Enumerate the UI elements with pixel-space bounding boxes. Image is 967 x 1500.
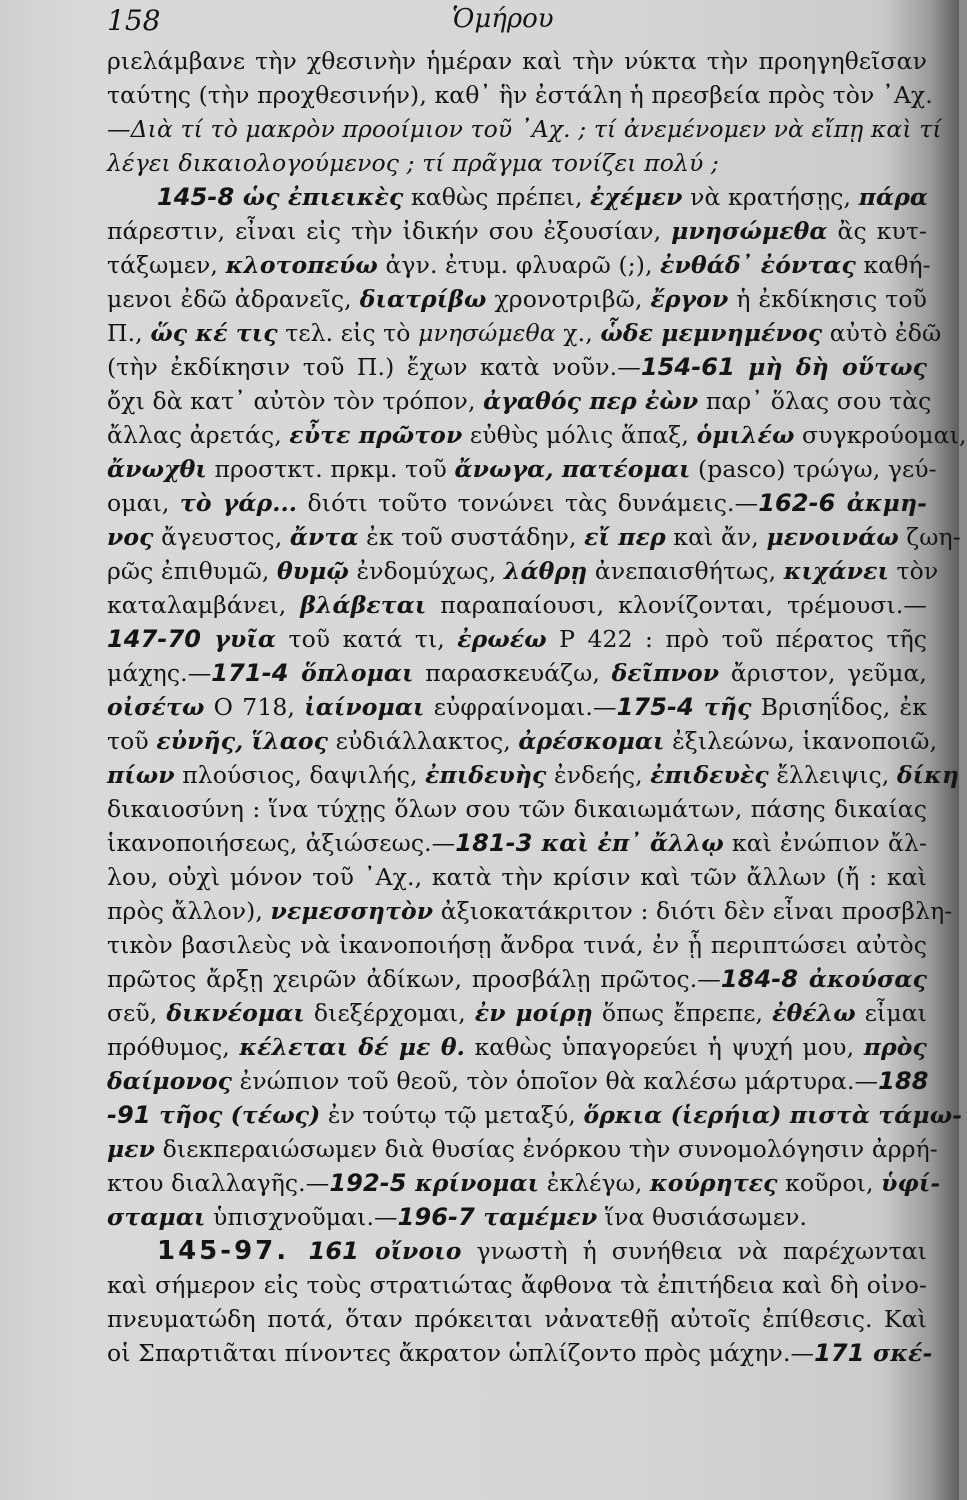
verse-reference: 161 <box>308 1237 375 1265</box>
lemma-term: καὶ ἐπ᾽ ἄλλῳ <box>541 829 724 857</box>
text-line <box>107 1200 927 1234</box>
lemma-term: μὴ δὴ οὕτως <box>748 353 927 381</box>
text-segment: εὐθὺς μόλις ἅπαξ, <box>462 421 697 449</box>
verse-reference: 154-61 <box>640 353 749 381</box>
text-segment: πρόθυμος, <box>107 1033 240 1061</box>
lemma-term: ἐρωέω <box>457 625 547 653</box>
text-segment: προστκτ. πρκμ. τοῦ <box>206 455 455 483</box>
lemma-term: ὅπλομαι <box>301 659 414 687</box>
text-segment: διεξέρχομαι, <box>304 999 475 1027</box>
lemma-term: πίων <box>107 761 175 789</box>
text-segment: σεῦ, <box>107 999 167 1027</box>
text-line <box>107 384 932 418</box>
text-segment: μενοι ἐδῶ ἀδρανεῖς, <box>107 285 360 313</box>
text-line <box>107 554 939 588</box>
lemma-term: κρίνομαι <box>415 1169 540 1197</box>
page-number: 158 <box>107 4 161 37</box>
lemma-term: μνησώμεθα <box>671 217 828 245</box>
text-segment: (pasco) τρώγω, γεύ- <box>690 455 937 483</box>
text-line <box>107 180 927 214</box>
text-segment: ἄλλας ἀρετάς, <box>107 421 290 449</box>
text-segment: πνευματώδη ποτά, ὅταν πρόκειται νἀνατεθῇ αὐτοῖς ἐπίθεσις. Καὶ <box>107 1305 927 1333</box>
text-segment: παραπαίουσι, κλονίζονται, τρέμουσι.— <box>426 591 927 619</box>
lemma-term: ἐν μοίρῃ <box>474 999 593 1027</box>
lemma-term: ἄνωχθι <box>107 455 207 483</box>
text-line <box>107 418 967 452</box>
verse-reference: -91 <box>107 1101 160 1129</box>
lemma-term: ἐνθάδ᾽ ἐόντας <box>660 251 856 279</box>
lemma-term: ὅρκια (ἱερήια) πιστὰ τάμω- <box>583 1101 963 1129</box>
lemma-term: θυμῷ <box>277 557 349 585</box>
lemma-term: νεμεσσητὸν <box>270 897 434 925</box>
text-line <box>107 1234 927 1268</box>
lemma-term: ἐθέλω <box>772 999 856 1027</box>
text-line <box>107 520 961 554</box>
lemma-term: κούρητες <box>650 1169 778 1197</box>
text-segment: συγκρούομαι, <box>794 421 967 449</box>
text-line <box>107 1064 927 1098</box>
text-segment: ἐνώπιον τοῦ θεοῦ, τὸν ὁποῖον θὰ καλέσω μάρτυρα.— <box>232 1067 879 1095</box>
text-segment: παρ᾽ ὅλας σου τὰς <box>698 387 932 415</box>
verse-reference: 181-3 <box>455 829 542 857</box>
lemma-term: τῆς <box>703 693 752 721</box>
text-segment: ἀνεπαισθήτως, <box>587 557 784 585</box>
text-line <box>107 724 938 758</box>
verse-reference: 188 <box>878 1067 929 1095</box>
lemma-term: ἄντα <box>289 523 359 551</box>
lemma-term: πάρα <box>858 183 929 211</box>
text-line <box>107 758 960 792</box>
text-segment: χ., <box>555 319 601 347</box>
text-line <box>107 894 953 928</box>
lemma-term: ὡς ἐπιεικὲς <box>242 183 404 211</box>
lemma-term: εὐνῆς, ἵλαος <box>156 727 329 755</box>
text-line <box>107 996 927 1030</box>
lemma-term: σκέ- <box>872 1339 933 1367</box>
text-segment: ἐν τούτῳ τῷ μεταξύ, <box>320 1101 584 1129</box>
text-line <box>107 214 927 248</box>
text-segment: Π., <box>107 319 151 347</box>
text-segment: καθή- <box>855 251 931 279</box>
verse-reference: 192-5 <box>329 1169 416 1197</box>
verse-reference: 162-6 <box>758 489 847 517</box>
text-segment: ἄγευστος, <box>153 523 290 551</box>
running-head: Ὁμήρου <box>452 4 554 34</box>
text-segment: πρὸς ἄλλον), <box>107 897 271 925</box>
text-segment: ρῶς ἐπιθυμῶ, <box>107 557 277 585</box>
lemma-term: βλάβεται <box>300 591 427 619</box>
text-segment: τελ. εἰς τὸ <box>277 319 419 347</box>
text-segment: ἱκανοποιήσεως, ἀξιώσεως.— <box>107 829 456 857</box>
text-line <box>107 860 927 894</box>
text-segment: ἐνδομύχως, <box>348 557 504 585</box>
text-segment: τάξωμεν, <box>107 251 226 279</box>
text-segment: καταλαμβάνει, <box>107 591 301 619</box>
text-segment: τοῦ <box>107 727 157 755</box>
text-line <box>107 622 927 656</box>
commentary-text <box>107 44 967 1370</box>
text-segment: ὑπισχνοῦμαι.— <box>205 1203 398 1231</box>
text-segment: καθὼς πρέπει, <box>403 183 591 211</box>
text-segment: ἀξιοκατάκριτον : διότι δὲν εἶναι προσβλη- <box>433 897 953 925</box>
text-segment: διεκπεραιώσωμεν διὰ θυσίας ἐνόρκου τὴν συνομολόγησιν ἀρρή- <box>155 1135 938 1163</box>
text-line <box>107 112 942 146</box>
lemma-term: ἀγαθός περ ἐὼν <box>483 387 699 415</box>
text-segment: Βρισηΐδος, ἐκ <box>751 693 927 721</box>
text-line <box>107 1336 933 1370</box>
lemma-term: ὧδε μεμνημένος <box>600 319 823 347</box>
text-segment: πλούσιος, δαψιλής, <box>174 761 426 789</box>
text-line <box>107 282 927 316</box>
lemma-term: γυῖα <box>214 625 277 653</box>
text-line <box>107 928 927 962</box>
text-line <box>107 1268 927 1302</box>
verse-reference: 145-8 <box>157 183 243 211</box>
text-segment: χρονοτριβῶ, <box>486 285 651 313</box>
text-line <box>107 78 933 112</box>
text-segment: κτου διαλλαγῆς.— <box>107 1169 330 1197</box>
text-segment: καὶ ἐνώπιον ἄλ- <box>723 829 927 857</box>
lemma-term: ἐχέμεν <box>590 183 683 211</box>
text-segment: πρῶτος ἄρξῃ χειρῶν ἀδίκων, προσβάλῃ πρῶτος.— <box>107 965 721 993</box>
text-segment: ἐξιλεώνω, ἱκανοποιῶ, <box>664 727 938 755</box>
text-line <box>107 1132 938 1166</box>
text-line <box>107 588 927 622</box>
lemma-term: ὑφί- <box>881 1169 941 1197</box>
page-header <box>107 4 927 40</box>
lemma-term: μενοινάω <box>766 523 899 551</box>
text-line <box>107 146 927 180</box>
text-segment: ἐκλέγω, <box>539 1169 651 1197</box>
lemma-term: οἴνοιο <box>374 1237 462 1265</box>
lemma-term: μεν <box>107 1135 156 1163</box>
text-segment: καὶ ἄν, <box>665 523 767 551</box>
text-line <box>107 690 927 724</box>
lemma-term: ἐπιδευὴς <box>425 761 547 789</box>
text-segment: τικὸν βασιλεὺς νὰ ἱκανοποιήσῃ ἄνδρα τινά, ἐν ᾗ περιπτώσει αὐτὸς <box>107 931 927 959</box>
text-segment: καὶ σήμερον εἰς τοὺς στρατιώτας ἄφθονα τὰ ἐπιτήδεια καὶ δὴ οἰνο- <box>107 1271 927 1299</box>
lemma-term: εὖτε πρῶτον <box>289 421 463 449</box>
text-segment: κοῦροι, <box>777 1169 882 1197</box>
verse-reference: 175-4 <box>616 693 704 721</box>
text-line <box>107 1166 941 1200</box>
lemma-term: πρὸς <box>863 1033 927 1061</box>
text-line <box>107 1098 963 1132</box>
lemma-term: ὁμιλέω <box>696 421 795 449</box>
text-segment: διότι τοῦτο τονώνει τὰς δυνάμεις.— <box>297 489 759 517</box>
text-line <box>107 44 927 78</box>
lemma-term: ταμέμεν <box>483 1203 598 1231</box>
lemma-term: κέλεται δέ με θ. <box>239 1033 465 1061</box>
text-segment: μνησώμεθα <box>418 319 556 347</box>
lemma-term: ὥς κέ τις <box>150 319 278 347</box>
lemma-term: κιχάνει <box>783 557 889 585</box>
lemma-term: τὸ γάρ... <box>179 489 298 517</box>
verse-reference: 171 <box>814 1339 873 1367</box>
text-segment: ριελάμβανε τὴν χθεσινὴν ἡμέραν καὶ τὴν νύκτα τὴν προηγηθεῖσαν <box>107 47 927 75</box>
lemma-term: δεῖπνον <box>611 659 720 687</box>
text-segment: Ρ 422 : πρὸ τοῦ πέρατος τῆς <box>546 625 928 653</box>
text-segment: λέγει δικαιολογούμενος ; τί πρᾶγμα τονίζει πολύ ; <box>107 149 719 177</box>
text-segment: ομαι, <box>107 489 180 517</box>
text-segment: οἱ Σπαρτιᾶται πίνοντες ἄκρατον ὡπλίζοντο πρὸς μάχην.— <box>107 1339 815 1367</box>
lemma-term: ἀκμη- <box>846 489 927 517</box>
lemma-term: δίκη <box>896 761 960 789</box>
verse-reference: 196-7 <box>397 1203 484 1231</box>
verse-reference: 184-8 <box>720 965 809 993</box>
text-line <box>107 656 927 690</box>
lemma-term: ἐπιδευὲς <box>650 761 769 789</box>
lemma-term: ἀρέσκομαι <box>518 727 665 755</box>
text-segment: εὐδιάλλακτος, <box>328 727 519 755</box>
lemma-term: σταμαι <box>107 1203 206 1231</box>
text-segment: ἀγν. ἐτυμ. φλυαρῶ (;), <box>377 251 661 279</box>
text-line <box>107 316 942 350</box>
text-segment: ἂς κυτ- <box>827 217 927 245</box>
text-segment: πάρεστιν, εἶναι εἰς τὴν ἰδικήν σου ἐξουσίαν, <box>107 217 672 245</box>
text-segment: ταύτης (τὴν προχθεσινήν), καθ᾽ ἣν ἐστάλη ἡ πρεσβεία πρὸς τὸν ᾿Αχ. <box>107 81 933 109</box>
text-segment: ἐκ τοῦ συστάδην, <box>358 523 585 551</box>
lemma-term: κλοτοπεύω <box>225 251 378 279</box>
lemma-term: τῆος (τέως) <box>159 1101 321 1129</box>
text-segment: τοῦ κατά τι, <box>276 625 458 653</box>
text-line <box>107 1030 927 1064</box>
verse-reference: 147-70 <box>107 625 215 653</box>
text-segment: Ο 718, <box>204 693 305 721</box>
verse-reference: 171-4 <box>211 659 302 687</box>
text-segment: μάχης.— <box>107 659 212 687</box>
text-segment: ἔλλειψις, <box>768 761 897 789</box>
text-segment: εἶμαι <box>855 999 927 1027</box>
lemma-term: ἔργον <box>650 285 729 313</box>
text-segment: ζωη- <box>898 523 961 551</box>
text-line <box>107 350 927 384</box>
text-line <box>107 1302 927 1336</box>
lemma-term: λάθρῃ <box>503 557 588 585</box>
lemma-term: οἰσέτω <box>107 693 205 721</box>
lemma-term: εἴ περ <box>584 523 666 551</box>
text-segment: (τὴν ἐκδίκησιν τοῦ Π.) ἔχων κατὰ νοῦν.— <box>107 353 641 381</box>
lemma-term: δικνέομαι <box>166 999 305 1027</box>
text-segment: καθὼς ὑπαγορεύει ἡ ψυχή μου, <box>464 1033 864 1061</box>
text-line <box>107 962 927 996</box>
text-segment: ἵνα θυσιάσωμεν. <box>597 1203 808 1231</box>
text-line <box>107 248 931 282</box>
text-line <box>107 486 927 520</box>
lemma-term: δαίμονος <box>107 1067 233 1095</box>
text-segment: εὐφραίνομαι.— <box>424 693 617 721</box>
lemma-term: ἀκούσας <box>808 965 927 993</box>
text-segment: αὐτὸ ἐδῶ <box>822 319 942 347</box>
text-segment: λου, οὐχὶ μόνον τοῦ ᾿Αχ., κατὰ τὴν κρίσιν καὶ τῶν ἄλλων (ἤ : καὶ <box>107 863 927 891</box>
lemma-term: ἄνωγα, πατέομαι <box>454 455 691 483</box>
verse-reference: 145-97. <box>157 1236 309 1266</box>
text-segment: ἡ ἐκδίκησις τοῦ <box>728 285 927 313</box>
text-segment: ὅπως ἔπρεπε, <box>592 999 773 1027</box>
text-segment: ἐνδεής, <box>546 761 651 789</box>
text-line <box>107 452 937 486</box>
text-segment: ὄχι δὰ κατ᾽ αὐτὸν τὸν τρόπον, <box>107 387 484 415</box>
text-segment: γνωστὴ ἡ συνήθεια νὰ παρέχωνται <box>461 1237 927 1265</box>
text-line <box>107 826 927 860</box>
text-segment: δικαιοσύνη : ἵνα τύχῃς ὅλων σου τῶν δικαιωμάτων, πάσης δικαίας <box>107 795 927 823</box>
lemma-term: νος <box>107 523 154 551</box>
text-segment: νὰ κρατήσῃς, <box>682 183 859 211</box>
text-line <box>107 792 927 826</box>
text-segment: —Διὰ τί τὸ μακρὸν προοίμιον τοῦ ᾿Αχ. ; τί ἀνεμένομεν νὰ εἴπῃ καὶ τί <box>107 115 942 143</box>
text-segment: παρασκευάζω, <box>413 659 612 687</box>
lemma-term: ἰαίνομαι <box>304 693 425 721</box>
text-segment: ἄριστον, γεῦμα, <box>719 659 927 687</box>
lemma-term: διατρίβω <box>359 285 487 313</box>
text-segment: τὸν <box>888 557 939 585</box>
